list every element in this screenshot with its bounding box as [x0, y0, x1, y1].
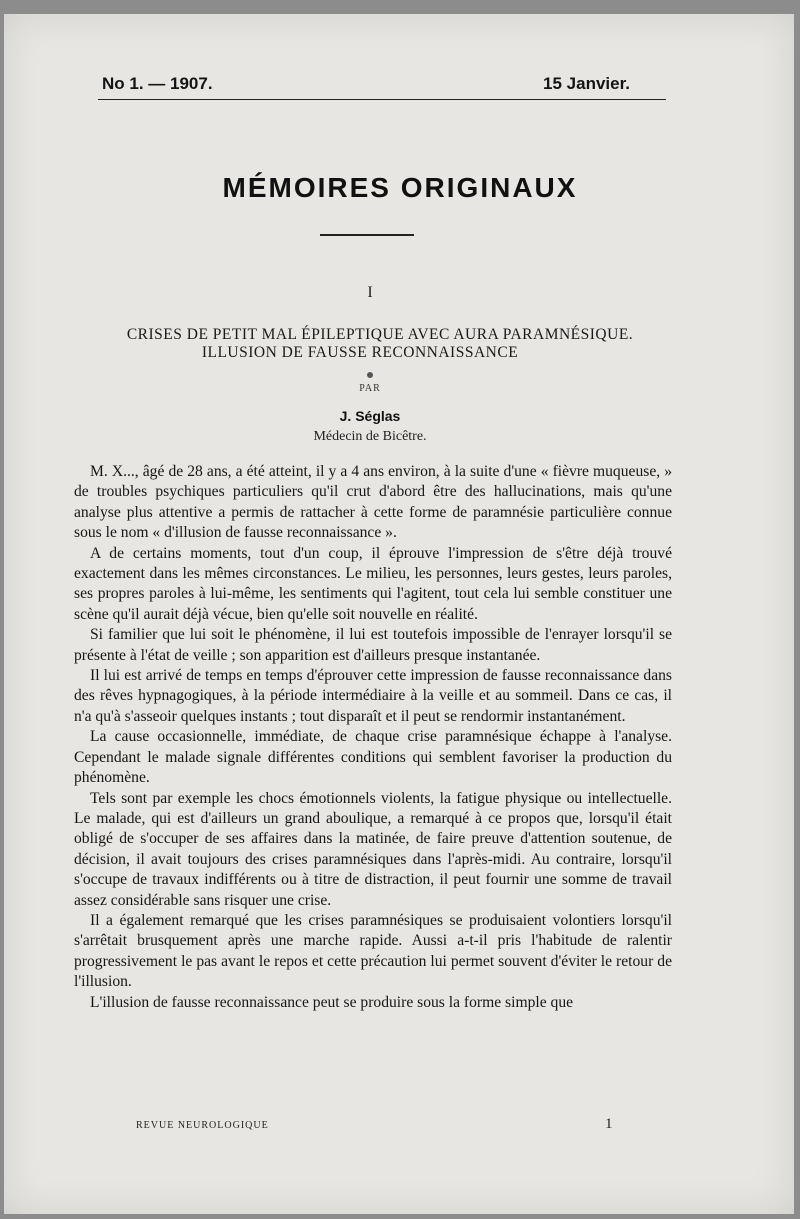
author-name: J. Séglas	[339, 408, 401, 424]
paragraph: Il lui est arrivé de temps en temps d'éprouver cette impression de fausse reconnaissance dans des rêves hypnagogiques, à la période intermédiaire à la veille et au sommeil. Dans ce cas, il n'a qu'à s'asseoir quelques instants ; tout disparaît et il peut se rendormir instantanément.	[74, 667, 672, 725]
issue-date: 15 Janvier.	[543, 74, 630, 93]
paragraph: M. X..., âgé de 28 ans, a été atteint, il y a 4 ans environ, à la suite d'une « fièvre muqueuse, » de troubles psychiques particuliers qu'il crut d'abord être des hallucinations, mais qu'une analyse plus attentive a permis de rattacher à cette forme de paramnésie particulière connue sous le nom « d'illusion de fausse reconnaissance ».	[74, 463, 672, 542]
issue-number: No 1. — 1907.	[102, 74, 213, 93]
paragraph: Tels sont par exemple les chocs émotionnels violents, la fatigue physique ou intellectuelle. Le malade, qui est d'ailleurs un grand aboulique, a remarqué à ce propos que, lorsqu'il était obligé de s'occuper de ses affaires dans la matinée, de faire preuve d'attention soutenue, de décision, il avait toujours des crises paramnésiques dans l'après-midi. Au contraire, lorsqu'il s'occupe de travaux indifférents ou à titre de distraction, il peut fournir une somme de travail assez considérable sans risquer une crise.	[74, 789, 672, 909]
paragraph: La cause occasionnelle, immédiate, de chaque crise paramnésique échappe à l'analyse. Cependant le malade signale différentes conditions qui semblent favoriser la production du phénomène.	[74, 728, 672, 787]
paragraph: Il a également remarqué que les crises paramnésiques se produisaient volontiers lorsqu'il s'arrêtait brusquement après une marche rapide. Aussi a-t-il pris l'habitude de ralentir progressivement le pas avant le repos et cette précaution lui permet souvent d'éviter le retour de l'illusion.	[74, 911, 672, 991]
paragraph: Si familier que lui soit le phénomène, il lui est toutefois impossible de l'enrayer lorsqu'il se présente à l'état de veille ; son apparition est d'ailleurs presque instantanée.	[74, 626, 672, 664]
paragraph: L'illusion de fausse reconnaissance peut se produire sous la forme simple que	[90, 993, 574, 1011]
section-title: MÉMOIRES ORIGINAUX	[222, 172, 578, 203]
by-label: PAR	[359, 383, 381, 394]
article-body	[74, 462, 672, 1013]
author-affiliation: Médecin de Bicêtre.	[313, 429, 427, 444]
article-title-line-1: CRISES DE PETIT MAL ÉPILEPTIQUE AVEC AURA PARAMNÉSIQUE.	[126, 326, 634, 343]
article-number: I	[367, 284, 373, 301]
article-title-line-2: ILLUSION DE FAUSSE RECONNAISSANCE	[201, 344, 519, 361]
header-rule	[98, 99, 666, 100]
paragraph: A de certains moments, tout d'un coup, il éprouve l'impression de s'être déjà trouvé exactement dans les mêmes circonstances. Le milieu, les personnes, leurs gestes, leurs paroles, ses propres paroles à lui-même, les sentiments qui l'agitent, tout cela lui semble constituer une scène qu'il aurait déjà vécue, bien qu'elle soit nouvelle en réalité.	[74, 544, 672, 623]
page-number: 1	[605, 1116, 613, 1132]
ornament-dot	[367, 372, 373, 378]
title-rule	[320, 234, 414, 236]
footer-journal-name: REVUE NEUROLOGIQUE	[136, 1120, 269, 1131]
